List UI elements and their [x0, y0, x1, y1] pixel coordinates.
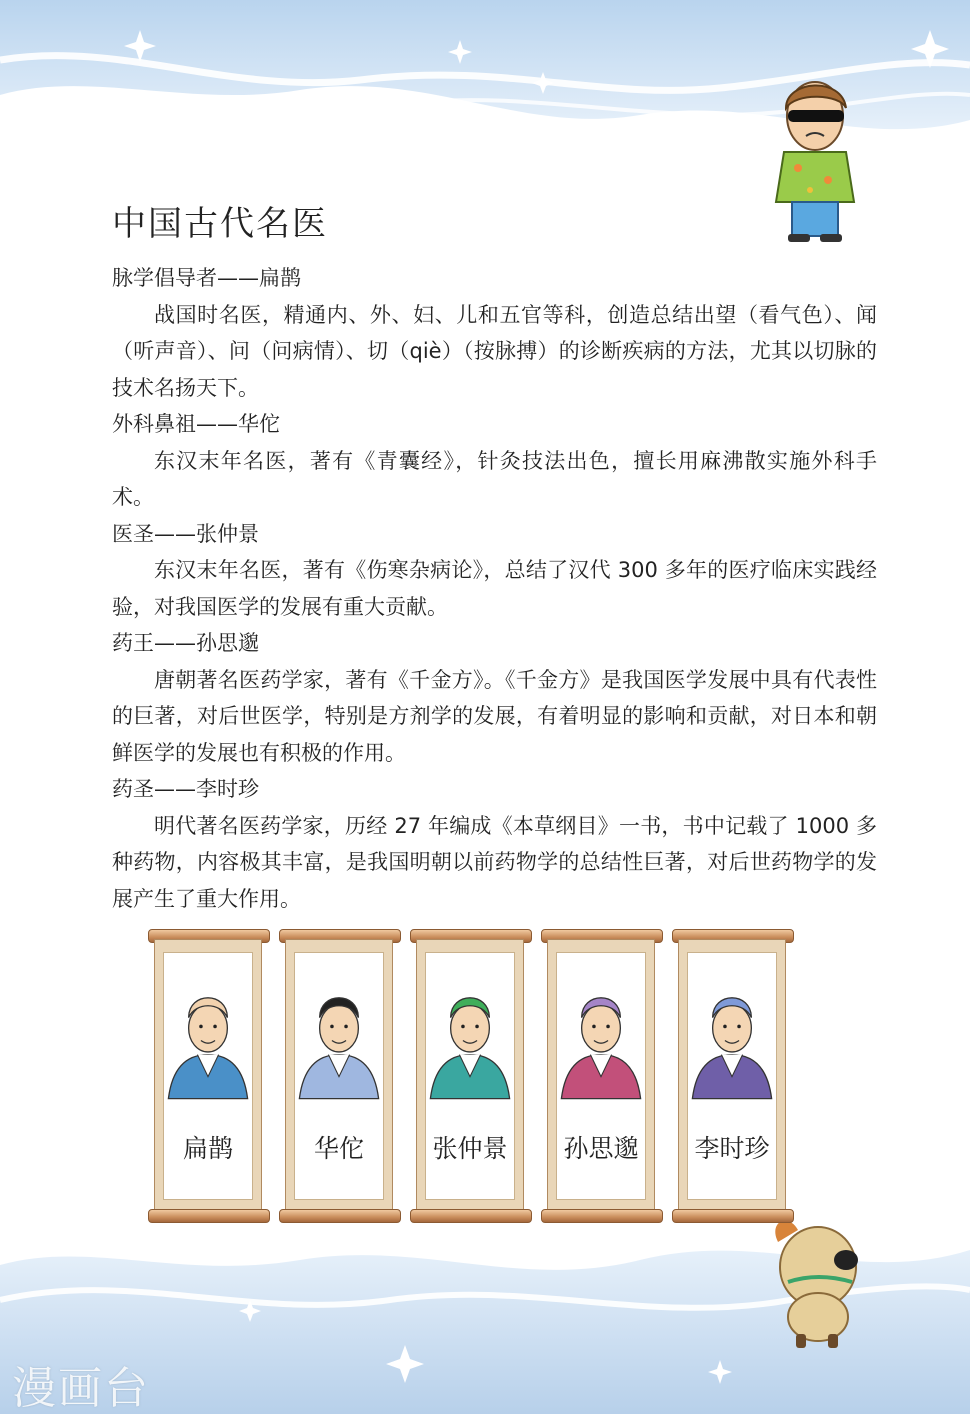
scroll-zhangzhongjing	[410, 925, 530, 1225]
portrait-face	[189, 1004, 228, 1052]
scroll-inner	[687, 952, 777, 1200]
horse-character-illustration	[768, 1212, 868, 1352]
scroll-bianque	[148, 925, 268, 1225]
scroll-paper	[285, 939, 393, 1213]
portrait-scrolls	[148, 925, 798, 1225]
scroll-paper	[678, 939, 786, 1213]
scroll-inner	[163, 952, 253, 1200]
portrait-eye	[199, 1025, 203, 1029]
entry-text: 东汉末年名医，著有《青囊经》，针灸技法出色，擅长用麻沸散实施外科手术。	[112, 448, 877, 509]
scroll-paper	[154, 939, 262, 1213]
scroll-name: 孙思邈	[563, 1134, 639, 1163]
portrait-eye	[330, 1025, 334, 1029]
scroll-paper	[416, 939, 524, 1213]
entry-text: 战国时名医，精通内、外、妇、儿和五官等科，创造总结出望（看气色）、闻（听声音）、问（问病情）、切（qiè）（按脉搏）的诊断疾病的方法，尤其以切脉的技术名扬天下。	[112, 302, 877, 400]
portrait-illustration	[557, 957, 645, 1117]
portrait-face	[320, 1004, 359, 1052]
entry-heading: 药圣——李时珍	[112, 777, 259, 801]
portrait-eye	[592, 1025, 596, 1029]
portrait-illustration	[688, 957, 776, 1117]
scroll-huatuo	[279, 925, 399, 1225]
watermark-logo: 漫画台	[12, 1363, 150, 1414]
portrait-eye	[461, 1025, 465, 1029]
scroll-name: 张仲景	[432, 1134, 508, 1163]
entry-text: 东汉末年名医，著有《伤寒杂病论》，总结了汉代 300 多年的医疗临床实践经验，对我国医学的发展有重大贡献。	[112, 558, 877, 619]
portrait-eye	[475, 1025, 479, 1029]
scroll-name: 扁鹊	[182, 1134, 233, 1163]
entry-heading: 医圣——张仲景	[112, 521, 259, 546]
scroll-inner	[556, 952, 646, 1200]
entry-sunsimiao	[112, 625, 877, 771]
portrait-illustration	[164, 957, 252, 1117]
portrait-eye	[737, 1025, 741, 1029]
scroll-name: 华佗	[313, 1134, 364, 1163]
scroll-paper	[547, 939, 655, 1213]
page-title: 中国古代名医	[112, 204, 328, 244]
entry-text: 唐朝著名医药学家，著有《千金方》。《千金方》是我国医学发展中具有代表性的巨著，对后世医学，特别是方剂学的发展，有着明显的影响和贡献，对日本和朝鲜医学的发展也有积极的作用。	[112, 667, 877, 765]
portrait-face	[713, 1004, 752, 1052]
portrait-face	[451, 1004, 490, 1052]
scroll-lishizhen	[672, 925, 792, 1225]
portrait-eye	[723, 1025, 727, 1029]
entry-bianque	[112, 260, 877, 406]
entry-heading: 外科鼻祖——华佗	[112, 412, 280, 436]
scroll-rod	[672, 1209, 794, 1223]
entry-heading: 脉学倡导者——扁鹊	[112, 266, 301, 290]
scroll-inner	[425, 952, 515, 1200]
boy-character-illustration	[770, 72, 860, 244]
portrait-face	[582, 1004, 621, 1052]
scroll-inner	[294, 952, 384, 1200]
portrait-illustration	[426, 957, 514, 1117]
portrait-eye	[344, 1025, 348, 1029]
entry-zhangzhongjing	[112, 516, 877, 626]
scroll-sunsimiao	[541, 925, 661, 1225]
scroll-rod	[410, 1209, 532, 1223]
entry-text: 明代著名医药学家，历经 27 年编成《本草纲目》一书，书中记载了 1000 多种药物，内容极其丰富，是我国明朝以前药物学的总结性巨著，对后世药物学的发展产生了重大作用。	[112, 813, 877, 911]
article-body	[112, 260, 877, 917]
scroll-rod	[541, 1209, 663, 1223]
portrait-illustration	[295, 957, 383, 1117]
portrait-eye	[213, 1025, 217, 1029]
scroll-rod	[148, 1209, 270, 1223]
portrait-eye	[606, 1025, 610, 1029]
entry-heading: 药王——孙思邈	[112, 631, 259, 655]
entry-huatuo	[112, 406, 877, 516]
scroll-rod	[279, 1209, 401, 1223]
scroll-name: 李时珍	[694, 1134, 770, 1163]
entry-lishizhen	[112, 771, 877, 917]
